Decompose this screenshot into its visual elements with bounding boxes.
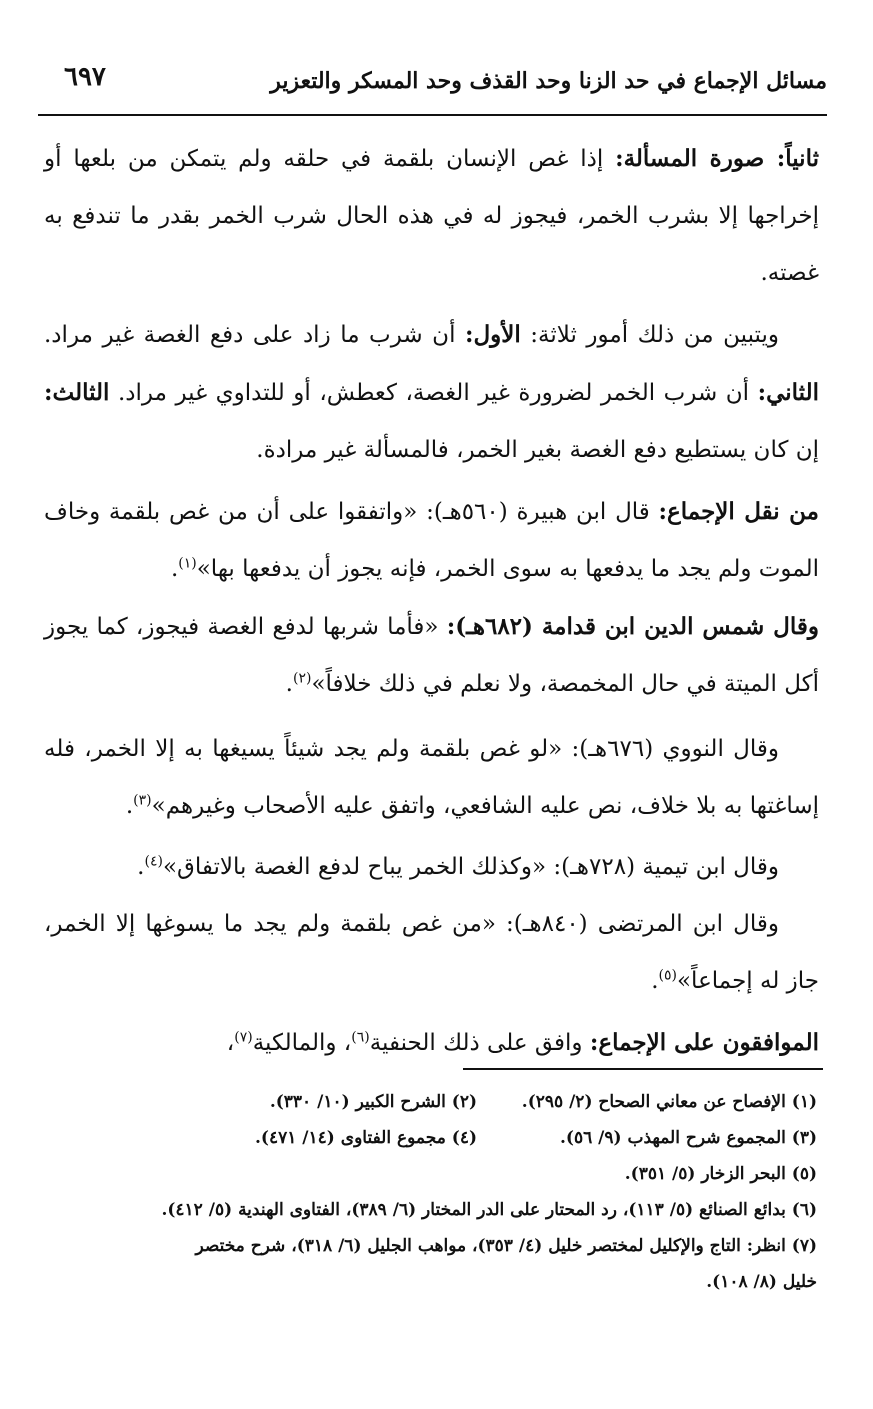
quote-text: «فأما شربها لدفع الغصة فيجوز، كما يجوز أكل الميتة في حال المخمصة، ولا نعلم في ذلك خلافاً» bbox=[44, 614, 819, 697]
punctuation: . bbox=[137, 854, 145, 880]
paragraph-consensus-transmitters bbox=[44, 483, 819, 598]
footnote-marker: (٧) bbox=[234, 1029, 253, 1046]
paragraph-ibn-taymiyya bbox=[44, 839, 819, 896]
page-header bbox=[38, 58, 827, 116]
footnote-2: (٢) الشرح الكبير (١٠/ ٣٣٠). bbox=[269, 1092, 477, 1112]
paragraph-text: أن شرب الخمر لضرورة غير الغصة، كعطش، أو للتداوي غير مراد. bbox=[109, 380, 758, 406]
paragraph-issue-form bbox=[44, 130, 819, 302]
footnote-marker: (٤) bbox=[144, 853, 163, 870]
paragraph-text: وافق على ذلك الحنفية bbox=[369, 1030, 590, 1056]
paragraph-three-matters bbox=[44, 306, 819, 479]
paragraph-agreeing-schools bbox=[44, 1014, 819, 1072]
paragraph-ibn-qudama bbox=[44, 598, 819, 713]
quote-text: وقال ابن المرتضى (٨٤٠هـ): «من غص بلقمة ولم يجد ما يسوغها إلا الخمر، جاز له إجماعاً» bbox=[44, 911, 819, 994]
running-title: مسائل الإجماع في حد الزنا وحد القذف وحد المسكر والتعزير bbox=[270, 68, 827, 94]
footnote-marker: (٥) bbox=[658, 967, 677, 984]
paragraph-text: إن كان يستطيع دفع الغصة بغير الخمر، فالمسألة غير مرادة. bbox=[256, 437, 819, 463]
punctuation: . bbox=[651, 968, 659, 994]
paragraph-text: أن شرب ما زاد على دفع الغصة غير مراد. bbox=[44, 322, 465, 348]
paragraph-text: ، والمالكية bbox=[252, 1030, 352, 1056]
footnote-7: (٧) انظر: التاج والإكليل لمختصر خليل (٤/ ٣٥٣)، مواهب الجليل (٦/ ٣١٨)، شرح مختصر bbox=[195, 1236, 817, 1256]
footnote-marker: (٣) bbox=[133, 792, 152, 809]
section-heading: الموافقون على الإجماع: bbox=[589, 1029, 819, 1056]
footnote-5: (٥) البحر الزخار (٥/ ٣٥١). bbox=[624, 1164, 817, 1184]
footnote-7-continued: خليل (٨/ ١٠٨). bbox=[706, 1272, 817, 1292]
section-heading: ثانياً: صورة المسألة: bbox=[615, 145, 819, 172]
quote-text: وقال النووي (٦٧٦هـ): «لو غص بلقمة ولم يجد شيئاً يسيغها به إلا الخمر، فله إساغتها به بلا خلاف، نص عليه الشافعي، واتفق عليه الأصحاب وغيرهم» bbox=[44, 736, 819, 819]
footnote-divider bbox=[463, 1068, 823, 1070]
quoted-scholar: وقال شمس الدين ابن قدامة (٦٨٢هـ): bbox=[446, 613, 820, 640]
footnote-marker: (١) bbox=[178, 555, 197, 572]
section-heading: من نقل الإجماع: bbox=[658, 498, 819, 525]
paragraph-text: ويتبين من ذلك أمور ثلاثة: bbox=[520, 322, 779, 348]
footnote-3: (٣) المجموع شرح المهذب (٩/ ٥٦). bbox=[559, 1128, 817, 1148]
footnote-marker: (٦) bbox=[351, 1029, 370, 1046]
paragraph-nawawi bbox=[44, 721, 819, 835]
punctuation: . bbox=[170, 556, 179, 582]
label-second: الثاني: bbox=[757, 379, 819, 406]
punctuation: . bbox=[285, 671, 293, 697]
footnotes bbox=[38, 1084, 817, 1300]
label-first: الأول: bbox=[464, 321, 521, 348]
paragraph-ibn-al-murtada bbox=[44, 896, 819, 1010]
quote-text: قال ابن هبيرة (٥٦٠هـ): «واتفقوا على أن من غص بلقمة وخاف الموت ولم يجد ما يدفعها به سوى الخمر، فإنه يجوز أن يدفعها بها» bbox=[44, 499, 819, 582]
footnote-marker: (٢) bbox=[292, 670, 312, 687]
footnote-1: (١) الإفصاح عن معاني الصحاح (٢/ ٢٩٥). bbox=[521, 1092, 817, 1112]
footnote-row bbox=[38, 1120, 817, 1156]
paragraph-text: إذا غص الإنسان بلقمة في حلقه ولم يتمكن من بلعها أو إخراجها إلا بشرب الخمر، فيجوز له في هذه الحال شرب الخمر بقدر ما تندفع به غصته. bbox=[44, 146, 819, 286]
footnote-row bbox=[38, 1084, 817, 1120]
footnote-4: (٤) مجموع الفتاوى (١٤/ ٤٧١). bbox=[255, 1128, 477, 1148]
page-number: ٦٩٧ bbox=[64, 62, 106, 92]
punctuation: . bbox=[125, 793, 134, 819]
quote-text: وقال ابن تيمية (٧٢٨هـ): «وكذلك الخمر يباح لدفع الغصة بالاتفاق» bbox=[162, 854, 779, 880]
label-third: الثالث: bbox=[44, 379, 110, 406]
footnote-6: (٦) بدائع الصنائع (٥/ ١١٣)، رد المحتار على الدر المختار (٦/ ٣٨٩)، الفتاوى الهندية (٥/ ٤١٢). bbox=[161, 1200, 817, 1220]
main-text bbox=[44, 130, 819, 1072]
paragraph-text: ، bbox=[226, 1030, 235, 1056]
